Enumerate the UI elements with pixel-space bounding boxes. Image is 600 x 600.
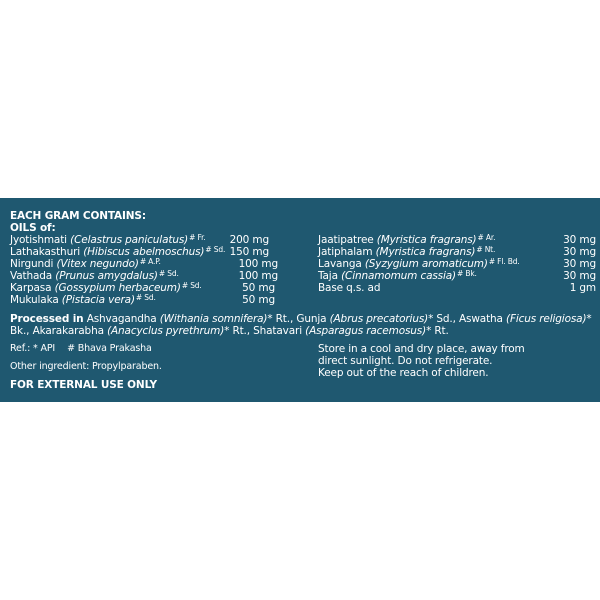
contents-heading: EACH GRAM CONTAINS: (10, 210, 146, 222)
ingredient-part-mark: # Sd. (158, 269, 179, 278)
ingredient-latin-name: (Vitex negundo) (56, 258, 139, 270)
herb-part: * Rt. (426, 325, 449, 337)
ingredient-latin-name: (Hibiscus abelmoschus) (83, 246, 205, 258)
ingredient-quantity: 50 mg (242, 282, 275, 294)
herb-name: Ashvagandha (83, 313, 160, 325)
ingredient-row (318, 282, 596, 294)
ingredient-part-mark: # Nt. (476, 245, 496, 254)
ingredient-row (318, 246, 596, 258)
reference-block (10, 343, 300, 391)
ingredient-part-mark: # Sd. (205, 245, 226, 254)
ingredient-name: Karpasa (10, 282, 55, 294)
processed-in-text (10, 313, 596, 337)
ingredient-quantity: 100 mg (238, 258, 278, 270)
ingredient-part-mark: # Ar. (477, 233, 496, 242)
herb-name: Aswatha (459, 313, 507, 325)
reference-bhava: # Bhava Prakasha (67, 343, 152, 354)
ingredient-row (10, 294, 278, 306)
ingredient-quantity: 100 mg (238, 270, 278, 282)
ingredient-name: Mukulaka (10, 294, 62, 306)
ingredient-name: Nirgundi (10, 258, 57, 270)
storage-line: Keep out of the reach of children. (318, 367, 489, 379)
herb-latin-name: (Ficus religiosa) (506, 313, 587, 325)
ingredient-label-panel (0, 198, 600, 402)
herb-latin-name: (Abrus precatorius) (329, 313, 429, 325)
ingredient-row (10, 234, 278, 246)
ingredient-row (10, 270, 278, 282)
herb-name: Shatavari (253, 325, 306, 337)
other-ingredient: Other ingredient: Propylparaben. (10, 361, 162, 372)
herb-part: * Sd., (428, 313, 459, 325)
ingredient-name: Base q.s. ad (318, 282, 381, 294)
ingredient-latin-name: (Prunus amygdalus) (55, 270, 158, 282)
storage-line: direct sunlight. Do not refrigerate. (318, 355, 493, 367)
processed-lead: Processed in (10, 313, 84, 325)
ingredient-quantity: 30 mg (563, 258, 596, 270)
herb-part: * Rt., (267, 313, 297, 325)
ingredient-part-mark: # Fl. Bd. (488, 257, 520, 266)
ingredient-latin-name: (Myristica fragrans) (375, 246, 476, 258)
storage-line: Store in a cool and dry place, away from (318, 343, 525, 355)
oils-heading: OILS of: (10, 222, 56, 234)
external-use-warning: FOR EXTERNAL USE ONLY (10, 379, 157, 391)
ingredient-name-cell (10, 294, 156, 307)
herb-name: Gunja (296, 313, 330, 325)
ingredient-latin-name: (Syzygium aromaticum) (364, 258, 488, 270)
ingredient-part-mark: # Sd. (135, 293, 156, 302)
ingredient-row (10, 258, 278, 270)
ingredient-quantity: 150 mg (229, 246, 269, 258)
ingredient-quantity: 200 mg (229, 234, 269, 246)
herb-part: * Bk., (10, 313, 592, 337)
ingredient-quantity: 1 gm (569, 282, 596, 294)
ingredient-row (318, 234, 596, 246)
ingredient-part-mark: # Bk. (457, 269, 477, 278)
ingredient-name: Lathakasthuri (10, 246, 84, 258)
ingredient-quantity: 30 mg (563, 234, 596, 246)
ingredient-name: Vathada (10, 270, 56, 282)
ingredient-latin-name: (Celastrus paniculatus) (70, 234, 189, 246)
ingredient-part-mark: # Fr. (189, 233, 206, 242)
herb-name: Akarakarabha (32, 325, 108, 337)
herb-part: * Rt., (224, 325, 254, 337)
herb-latin-name: (Withania somnifera) (159, 313, 268, 325)
ingredient-latin-name: (Gossypium herbaceum) (54, 282, 181, 294)
ingredient-name-cell (318, 282, 381, 295)
reference-line (10, 343, 300, 355)
reference-api: Ref.: * API (10, 343, 56, 354)
herb-latin-name: (Anacyclus pyrethrum) (107, 325, 225, 337)
ingredient-latin-name: (Pistacia vera) (61, 294, 135, 306)
ingredient-columns (10, 234, 600, 306)
ingredient-name: Jyotishmati (10, 234, 71, 246)
left-ingredient-list (10, 234, 278, 306)
ingredient-part-mark: # A.P. (139, 257, 161, 266)
ingredient-row (318, 270, 596, 282)
ingredient-name: Jaatipatree (318, 234, 377, 246)
ingredient-part-mark: # Sd. (181, 281, 202, 290)
ingredient-latin-name: (Myristica fragrans) (376, 234, 477, 246)
ingredient-name: Jatiphalam (318, 246, 376, 258)
ingredient-latin-name: (Cinnamomum cassia) (341, 270, 456, 282)
ingredient-name: Taja (318, 270, 342, 282)
lower-section (10, 343, 600, 393)
right-ingredient-list (318, 234, 596, 294)
herb-latin-name: (Asparagus racemosus) (305, 325, 427, 337)
ingredient-quantity: 50 mg (242, 294, 275, 306)
ingredient-quantity: 30 mg (563, 270, 596, 282)
storage-instructions (318, 343, 598, 379)
ingredient-name: Lavanga (318, 258, 365, 270)
ingredient-quantity: 30 mg (563, 246, 596, 258)
